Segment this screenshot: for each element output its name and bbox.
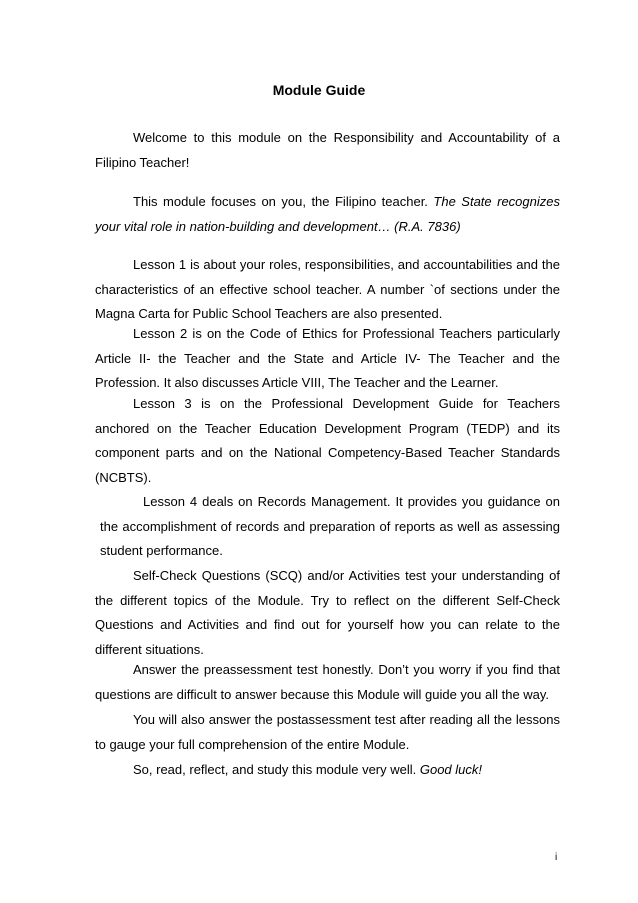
paragraph-focus <box>95 190 560 239</box>
page-number: i <box>555 852 558 863</box>
paragraph-lesson-1: Lesson 1 is about your roles, responsibilities, and accountabilities and the characteristics of an effective school teacher. A number `of sections under the Magna Carta for Public School Teachers are also presented. <box>95 257 560 321</box>
paragraph-postassessment: You will also answer the postassessment test after reading all the lessons to gauge your full comprehension of the entire Module. <box>95 712 560 752</box>
paragraph-welcome: Welcome to this module on the Responsibility and Accountability of a Filipino Teacher! <box>95 130 560 170</box>
page-title: Module Guide <box>272 82 366 98</box>
closing-good-luck: Good luck! <box>419 762 483 777</box>
paragraph-preassessment: Answer the preassessment test honestly. Don’t you worry if you find that questions are difficult to answer because this Module will guide you all the way. <box>95 662 560 702</box>
focus-quote-ra-7836: The State recognizes your vital role in nation-building and development… (R.A. 7836) <box>95 194 560 234</box>
paragraph-lesson-2: Lesson 2 is on the Code of Ethics for Professional Teachers particularly Article II- the Teacher and the State and Article IV- The Teacher and the Profession. It also discusses Article VIII, The Teacher and the Learner. <box>95 326 560 390</box>
paragraph-self-check-questions: Self-Check Questions (SCQ) and/or Activities test your understanding of the different topics of the Module. Try to reflect on the different Self-Check Questions and Activities and find out for yourself how you can relate to the different situations. <box>95 568 560 657</box>
paragraph-lesson-4: Lesson 4 deals on Records Management. It provides you guidance on the accomplishment of records and preparation of reports as well as assessing student performance. <box>100 494 560 558</box>
paragraph-lesson-3: Lesson 3 is on the Professional Development Guide for Teachers anchored on the Teacher Education Development Program (TEDP) and its component parts and on the National Competency-Based Teacher Standards (NCBTS). <box>95 396 560 485</box>
focus-text: This module focuses on you, the Filipino teacher. <box>133 194 434 209</box>
paragraph-closing <box>95 758 560 783</box>
closing-text: So, read, reflect, and study this module very well. <box>133 762 420 777</box>
